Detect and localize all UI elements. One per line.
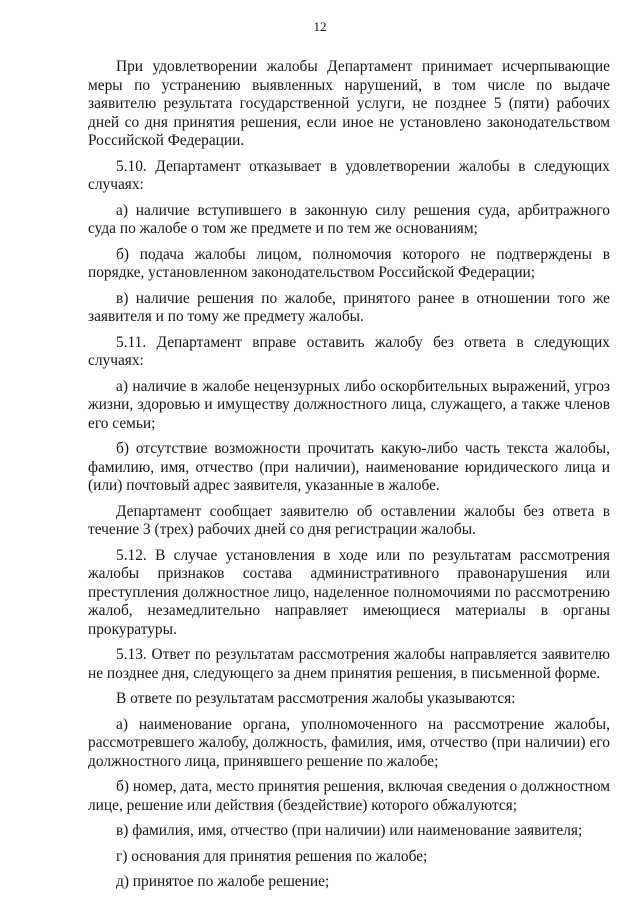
paragraph-response-e: д) принятое по жалобе решение; — [116, 873, 330, 890]
paragraph-5-11-b: б) отсутствие возможности прочитать какую-либо часть текста жалобы, фамилию, имя, отчество (при наличии), наименование юридического лица и (или) почтовый адрес заявителя, указанные в жалобе. — [88, 440, 610, 494]
page-number: 12 — [313, 19, 327, 34]
paragraph-5-13: 5.13. Ответ по результатам рассмотрения жалобы направляется заявителю не позднее дня, следующего за днем принятия решения, в письменной форме. — [88, 646, 610, 682]
paragraph-5-11-a: а) наличие в жалобе нецензурных либо оскорбительных выражений, угроз жизни, здоровью и имуществу должностного лица, служащего, а также членов его семьи; — [88, 377, 610, 432]
paragraph-5-10-c: в) наличие решения по жалобе, принятого ранее в отношении того же заявителя и по тому же предмету жалобы. — [88, 289, 610, 325]
paragraph-5-12: 5.12. В случае установления в ходе или по результатам рассмотрения жалобы признаков состава административного правонарушения или преступления должностное лицо, наделенное полномочиями по рассмотрению жалоб, незамедлительно направляет имеющиеся материалы в органы прокуратуры. — [88, 546, 610, 638]
paragraph-5-10-a: а) наличие вступившего в законную силу решения суда, арбитражного суда по жалобе о том же предмете и по тем же основаниям; — [88, 201, 610, 237]
paragraph-response-contents-heading: В ответе по результатам рассмотрения жалобы указываются: — [116, 690, 516, 707]
paragraph-notification: Департамент сообщает заявителю об оставлении жалобы без ответа в течение 3 (трех) рабочих дней со дня регистрации жалобы. — [88, 502, 610, 538]
paragraph-response-d: г) основания для принятия решения по жалобе; — [116, 847, 428, 865]
paragraph-response-c: в) фамилия, имя, отчество (при наличии) или наименование заявителя; — [116, 822, 583, 839]
document-body — [88, 58, 610, 899]
paragraph-5-10-b: б) подача жалобы лицом, полномочия которого не подтверждены в порядке, установленном законодательством Российской Федерации; — [88, 245, 610, 281]
paragraph-5-11-heading: 5.11. Департамент вправе оставить жалобу без ответа в следующих случаях: — [88, 333, 610, 369]
paragraph-response-b: б) номер, дата, место принятия решения, включая сведения о должностном лице, решение или действия (бездействие) которого обжалуются; — [88, 778, 610, 814]
paragraph-5-10-heading: 5.10. Департамент отказывает в удовлетворении жалобы в следующих случаях: — [88, 157, 610, 193]
paragraph-response-a: а) наименование органа, уполномоченного на рассмотрение жалобы, рассмотревшего жалобу, должность, фамилия, имя, отчество (при наличии) его должностного лица, принявшего решение по жалобе; — [88, 715, 610, 770]
paragraph-satisfaction-measures: При удовлетворении жалобы Департамент принимает исчерпывающие меры по устранению выявленных нарушений, в том числе по выдаче заявителю результата государственной услуги, не позднее 5 (пяти) рабочих дней со дня принятия решения, если иное не установлено законодательством Российской Федерации. — [88, 58, 610, 149]
